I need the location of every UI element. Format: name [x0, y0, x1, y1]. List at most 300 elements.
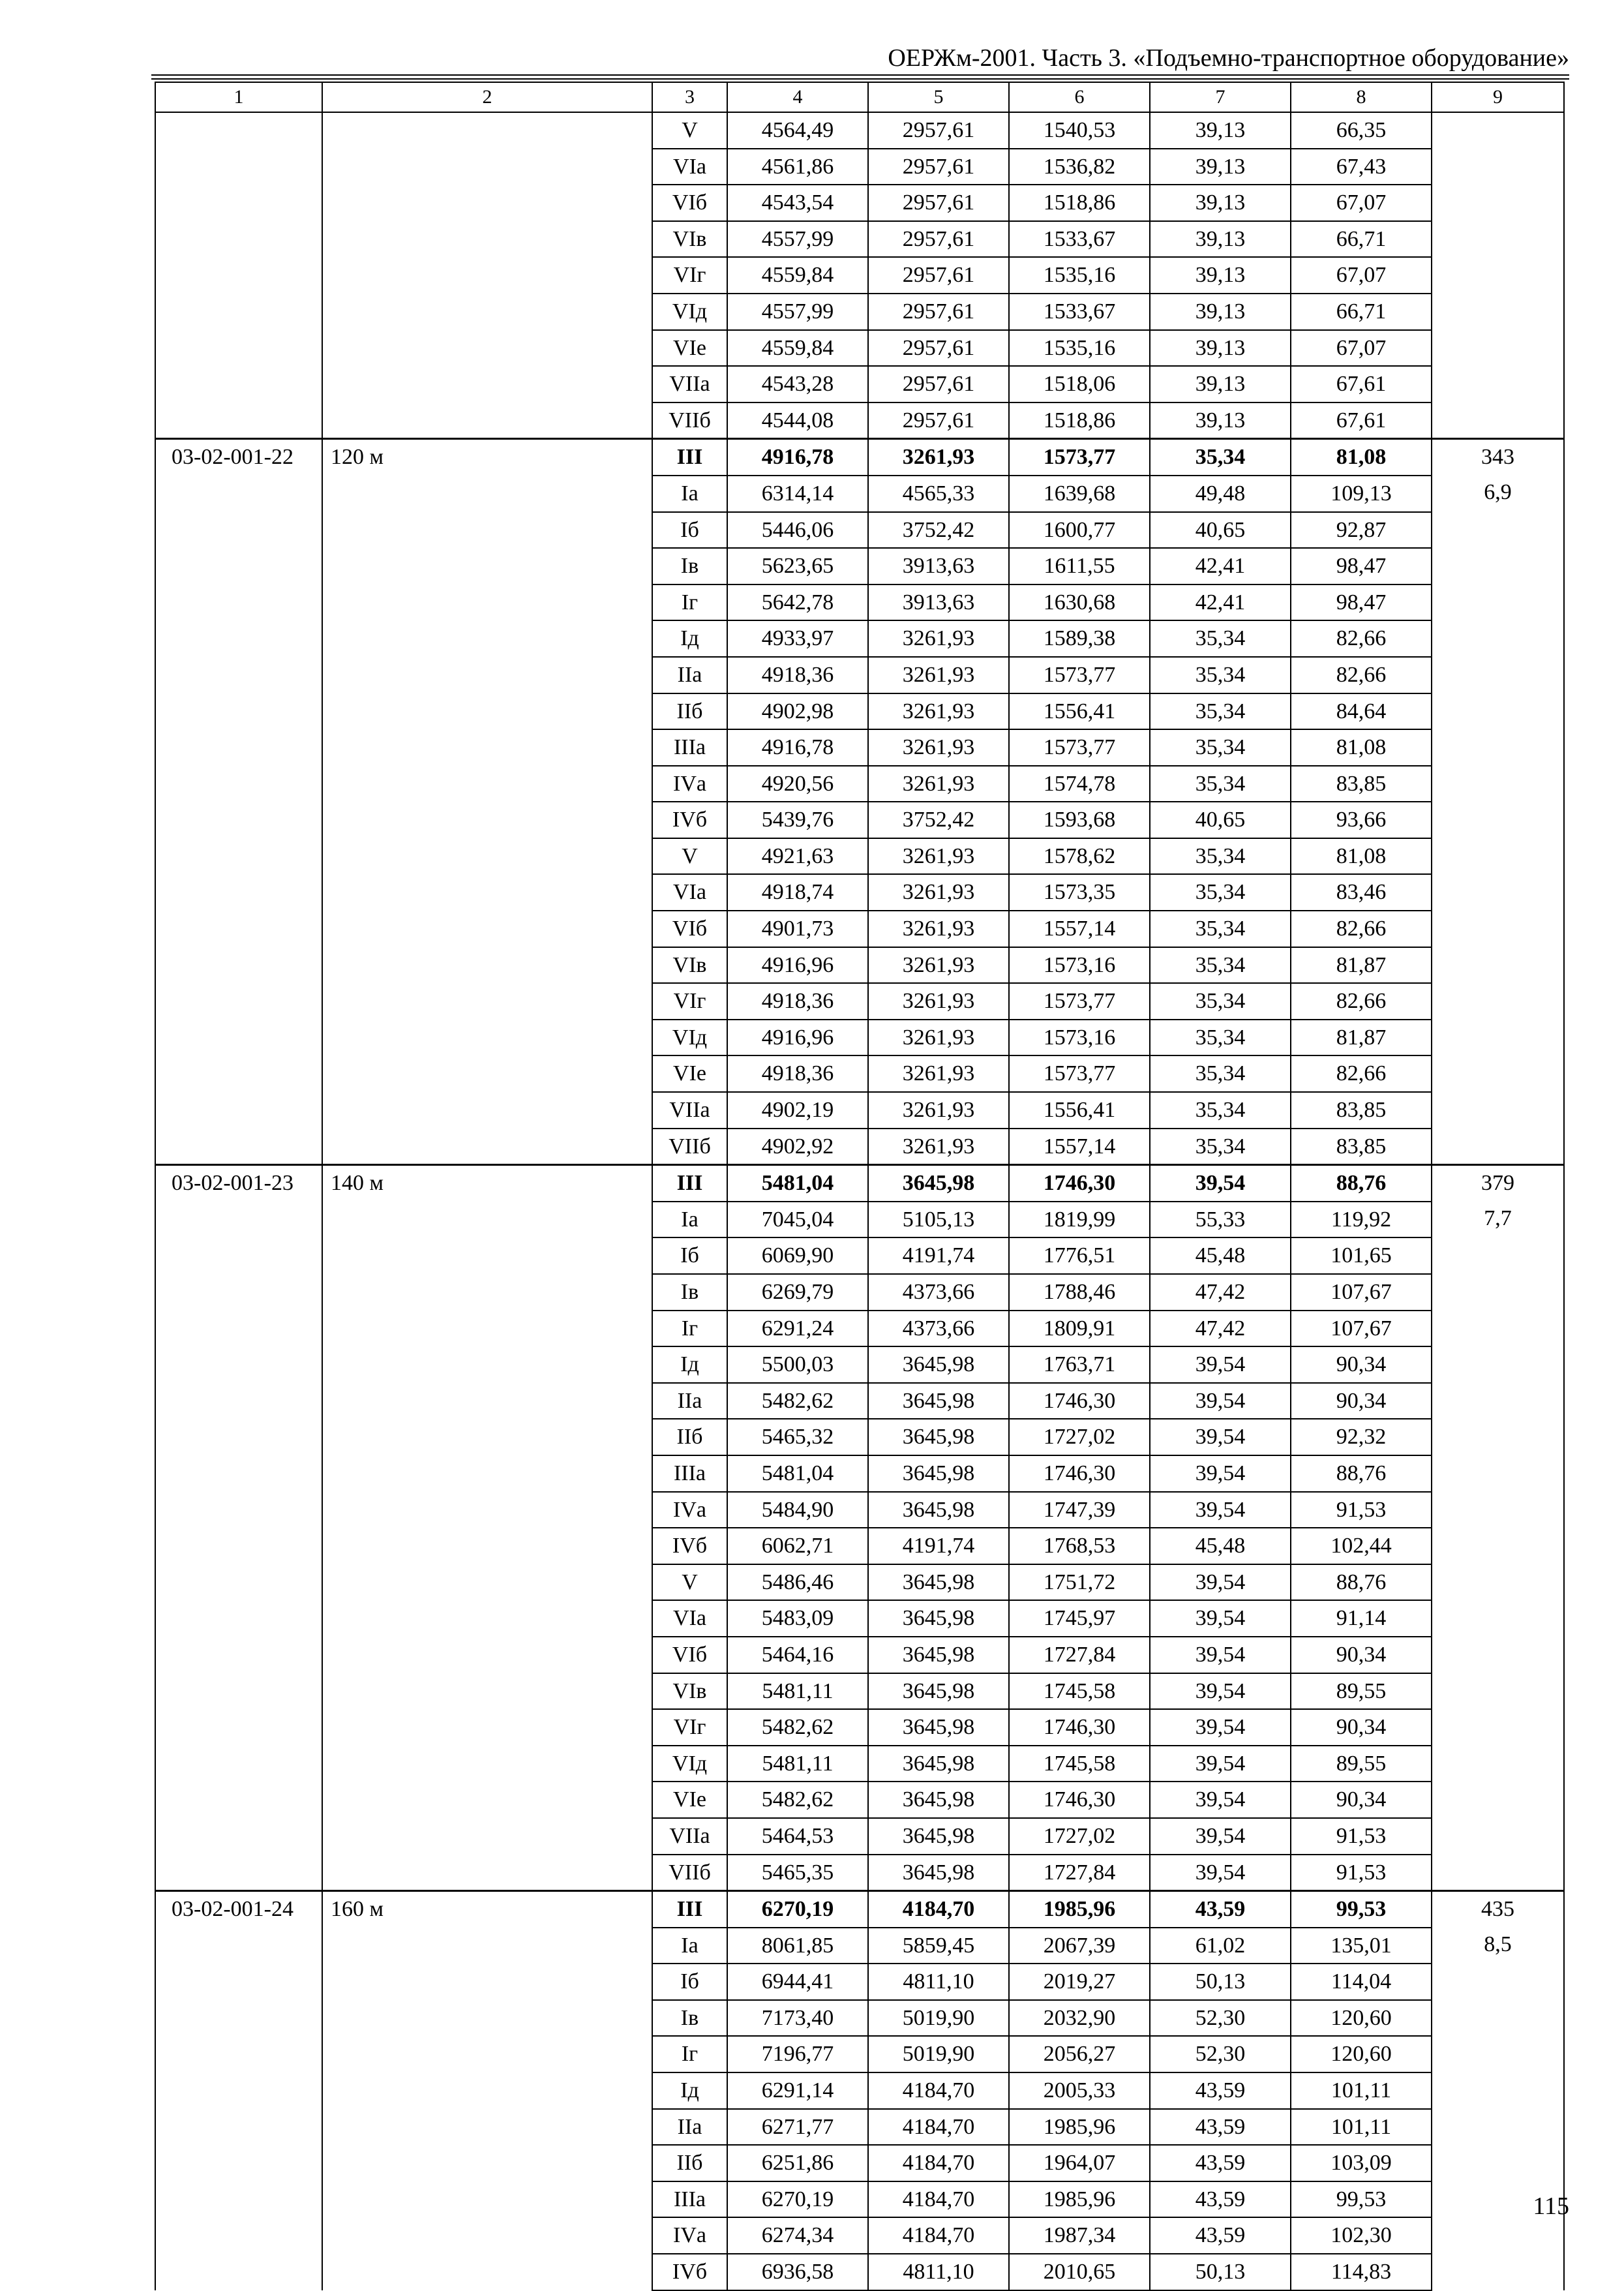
cell-c3: Iд — [652, 2072, 727, 2109]
cell-c4: 6291,24 — [727, 1311, 868, 1347]
cell-c7: 35,34 — [1150, 1020, 1291, 1056]
cell-c4: 4920,56 — [727, 766, 868, 802]
cell-c5: 4191,74 — [868, 1237, 1009, 1274]
cell-c6: 1518,06 — [1009, 366, 1150, 402]
cell-c5: 3261,93 — [868, 620, 1009, 657]
cost-column-9 — [1432, 1891, 1564, 2290]
cell-c4: 4543,28 — [727, 366, 868, 402]
cell-c4: 4916,78 — [727, 729, 868, 766]
cost-column-9 — [1432, 1165, 1564, 1891]
cell-c6: 1533,67 — [1009, 294, 1150, 330]
cell-c6: 1533,67 — [1009, 221, 1150, 258]
cell-c6: 1745,58 — [1009, 1673, 1150, 1710]
cell-c6: 1746,30 — [1009, 1455, 1150, 1492]
cell-c7: 39,54 — [1150, 1673, 1291, 1710]
cell-c6: 1611,55 — [1009, 548, 1150, 584]
cell-c3: IIб — [652, 693, 727, 730]
cell-c5: 3645,98 — [868, 1673, 1009, 1710]
cell-c4: 4564,49 — [727, 112, 868, 149]
cell-c3: VIд — [652, 294, 727, 330]
resource-code: 03-02-001-24 — [155, 1891, 322, 2290]
cell-c6: 1573,77 — [1009, 439, 1150, 476]
cell-c3: VIв — [652, 947, 727, 984]
cell-c3: Iа — [652, 1202, 727, 1238]
cell-c6: 1557,14 — [1009, 1129, 1150, 1165]
cell-c7: 39,54 — [1150, 1419, 1291, 1455]
cell-c7: 43,59 — [1150, 2145, 1291, 2181]
cell-c6: 1727,84 — [1009, 1855, 1150, 1891]
cell-c4: 7173,40 — [727, 2000, 868, 2037]
cell-c4: 6936,58 — [727, 2254, 868, 2290]
cell-c7: 39,13 — [1150, 366, 1291, 402]
cell-c5: 3261,93 — [868, 766, 1009, 802]
cell-c6: 1630,68 — [1009, 584, 1150, 621]
cell-c6: 2056,27 — [1009, 2036, 1150, 2072]
cell-c5: 5105,13 — [868, 1202, 1009, 1238]
cell-c8: 66,71 — [1291, 221, 1432, 258]
resource-name: 160 м — [322, 1891, 652, 2290]
cell-c8: 91,14 — [1291, 1600, 1432, 1637]
cell-c6: 1985,96 — [1009, 2109, 1150, 2146]
cell-c4: 7196,77 — [727, 2036, 868, 2072]
cell-c5: 3752,42 — [868, 802, 1009, 838]
cell-c8: 120,60 — [1291, 2000, 1432, 2037]
cell-c4: 6251,86 — [727, 2145, 868, 2181]
cell-c4: 6269,79 — [727, 1274, 868, 1311]
cell-c6: 1557,14 — [1009, 911, 1150, 947]
column-number: 9 — [1432, 82, 1564, 112]
cell-c6: 1573,16 — [1009, 1020, 1150, 1056]
cost-value: 8,5 — [1484, 1932, 1512, 1956]
cell-c5: 3261,93 — [868, 983, 1009, 1020]
cell-c8: 114,83 — [1291, 2254, 1432, 2290]
cell-c8: 102,30 — [1291, 2217, 1432, 2254]
cell-c5: 3261,93 — [868, 911, 1009, 947]
cell-c7: 39,13 — [1150, 221, 1291, 258]
cell-c7: 39,13 — [1150, 330, 1291, 367]
cell-c8: 120,60 — [1291, 2036, 1432, 2072]
column-number: 7 — [1150, 82, 1291, 112]
cell-c5: 3261,93 — [868, 1129, 1009, 1165]
cell-c7: 39,13 — [1150, 257, 1291, 294]
cell-c6: 1573,16 — [1009, 947, 1150, 984]
cell-c8: 66,35 — [1291, 112, 1432, 149]
cell-c3: IVа — [652, 1492, 727, 1528]
cell-c5: 3645,98 — [868, 1855, 1009, 1891]
cell-c5: 4184,70 — [868, 2217, 1009, 2254]
cell-c7: 35,34 — [1150, 693, 1291, 730]
cell-c5: 4184,70 — [868, 2181, 1009, 2218]
cell-c7: 35,34 — [1150, 947, 1291, 984]
cell-c3: VIв — [652, 221, 727, 258]
cell-c4: 5481,11 — [727, 1673, 868, 1710]
cell-c8: 91,53 — [1291, 1818, 1432, 1855]
cell-c7: 47,42 — [1150, 1274, 1291, 1311]
cell-c7: 49,48 — [1150, 476, 1291, 512]
cell-c7: 50,13 — [1150, 2254, 1291, 2290]
cell-c4: 5464,53 — [727, 1818, 868, 1855]
header-rule — [151, 78, 1569, 80]
cell-c8: 67,61 — [1291, 366, 1432, 402]
column-number: 1 — [155, 82, 322, 112]
cell-c4: 4557,99 — [727, 221, 868, 258]
column-number-row — [155, 82, 1564, 112]
cell-c4: 5446,06 — [727, 512, 868, 549]
cell-c6: 1746,30 — [1009, 1165, 1150, 1202]
cell-c7: 50,13 — [1150, 1964, 1291, 2000]
cell-c7: 61,02 — [1150, 1928, 1291, 1964]
cell-c5: 4184,70 — [868, 2109, 1009, 2146]
cell-c8: 90,34 — [1291, 1346, 1432, 1383]
cell-c3: V — [652, 838, 727, 875]
cell-c7: 43,59 — [1150, 2072, 1291, 2109]
cell-c5: 4811,10 — [868, 2254, 1009, 2290]
cell-c6: 1987,34 — [1009, 2217, 1150, 2254]
cell-c5: 3645,98 — [868, 1383, 1009, 1419]
cell-c8: 67,07 — [1291, 185, 1432, 221]
cell-c3: VIд — [652, 1746, 727, 1782]
cell-c3: IIIа — [652, 2181, 727, 2218]
cell-c3: VIIа — [652, 1818, 727, 1855]
cell-c7: 43,59 — [1150, 2217, 1291, 2254]
cell-c4: 4916,96 — [727, 1020, 868, 1056]
cell-c6: 1751,72 — [1009, 1564, 1150, 1601]
cell-c5: 2957,61 — [868, 257, 1009, 294]
cell-c3: VIг — [652, 257, 727, 294]
cell-c4: 4559,84 — [727, 330, 868, 367]
cell-c8: 101,65 — [1291, 1237, 1432, 1274]
cell-c5: 3645,98 — [868, 1782, 1009, 1818]
cell-c8: 103,09 — [1291, 2145, 1432, 2181]
column-number: 3 — [652, 82, 727, 112]
cell-c3: VIIб — [652, 1129, 727, 1165]
cell-c6: 1985,96 — [1009, 2181, 1150, 2218]
cell-c3: IIIа — [652, 729, 727, 766]
cell-c8: 83,85 — [1291, 1129, 1432, 1165]
cell-c6: 1573,77 — [1009, 1055, 1150, 1092]
resource-code: 03-02-001-22 — [155, 439, 322, 1165]
cell-c7: 35,34 — [1150, 1129, 1291, 1165]
cell-c7: 39,54 — [1150, 1455, 1291, 1492]
cell-c4: 5623,65 — [727, 548, 868, 584]
cost-value: 435 — [1481, 1897, 1514, 1922]
cell-c7: 39,54 — [1150, 1782, 1291, 1818]
cell-c3: VIе — [652, 1782, 727, 1818]
cell-c4: 4918,36 — [727, 1055, 868, 1092]
cell-c4: 5481,11 — [727, 1746, 868, 1782]
cell-c6: 1809,91 — [1009, 1311, 1150, 1347]
cell-c7: 39,54 — [1150, 1492, 1291, 1528]
cost-column-9 — [1432, 112, 1564, 439]
cell-c3: V — [652, 1564, 727, 1601]
cell-c5: 3752,42 — [868, 512, 1009, 549]
cell-c6: 1776,51 — [1009, 1237, 1150, 1274]
cell-c7: 35,34 — [1150, 1092, 1291, 1129]
cell-c8: 89,55 — [1291, 1746, 1432, 1782]
cell-c5: 3261,93 — [868, 439, 1009, 476]
cell-c8: 90,34 — [1291, 1782, 1432, 1818]
cell-c8: 67,61 — [1291, 402, 1432, 439]
cell-c3: IIа — [652, 2109, 727, 2146]
cell-c4: 6062,71 — [727, 1528, 868, 1564]
cell-c6: 1639,68 — [1009, 476, 1150, 512]
cell-c7: 35,34 — [1150, 657, 1291, 693]
column-number: 2 — [322, 82, 652, 112]
cell-c7: 39,13 — [1150, 402, 1291, 439]
cell-c4: 4916,78 — [727, 439, 868, 476]
cell-c6: 1593,68 — [1009, 802, 1150, 838]
cell-c3: Iд — [652, 620, 727, 657]
cell-c3: Iг — [652, 1311, 727, 1347]
cell-c3: Iг — [652, 584, 727, 621]
cell-c3: VIг — [652, 1709, 727, 1746]
cell-c6: 1578,62 — [1009, 838, 1150, 875]
cell-c4: 5642,78 — [727, 584, 868, 621]
cell-c8: 90,34 — [1291, 1709, 1432, 1746]
table-row — [155, 1165, 1564, 1202]
cell-c8: 93,66 — [1291, 802, 1432, 838]
cell-c6: 1819,99 — [1009, 1202, 1150, 1238]
cell-c3: VIе — [652, 1055, 727, 1092]
cell-c8: 88,76 — [1291, 1455, 1432, 1492]
cell-c3: IVб — [652, 1528, 727, 1564]
cell-c4: 5486,46 — [727, 1564, 868, 1601]
cell-c8: 88,76 — [1291, 1165, 1432, 1202]
cell-c4: 6069,90 — [727, 1237, 868, 1274]
cell-c5: 5019,90 — [868, 2000, 1009, 2037]
cell-c8: 99,53 — [1291, 1891, 1432, 1928]
cell-c8: 109,13 — [1291, 476, 1432, 512]
cell-c8: 101,11 — [1291, 2072, 1432, 2109]
cell-c8: 81,08 — [1291, 838, 1432, 875]
resource-name: 140 м — [322, 1165, 652, 1891]
cell-c5: 2957,61 — [868, 112, 1009, 149]
cell-c8: 83,85 — [1291, 766, 1432, 802]
cell-c3: IVб — [652, 2254, 727, 2290]
cell-c7: 39,13 — [1150, 294, 1291, 330]
cell-c5: 3645,98 — [868, 1637, 1009, 1673]
cell-c5: 2957,61 — [868, 330, 1009, 367]
cell-c8: 67,43 — [1291, 149, 1432, 185]
cell-c5: 4184,70 — [868, 2072, 1009, 2109]
cell-c5: 2957,61 — [868, 149, 1009, 185]
cell-c8: 82,66 — [1291, 620, 1432, 657]
cell-c8: 81,87 — [1291, 947, 1432, 984]
cell-c3: Iб — [652, 1237, 727, 1274]
cell-c7: 39,54 — [1150, 1564, 1291, 1601]
cell-c7: 55,33 — [1150, 1202, 1291, 1238]
cell-c3: Iг — [652, 2036, 727, 2072]
cell-c3: IVб — [652, 802, 727, 838]
cell-c5: 3261,93 — [868, 838, 1009, 875]
cell-c3: VIIб — [652, 1855, 727, 1891]
cell-c3: IIа — [652, 1383, 727, 1419]
cell-c6: 1518,86 — [1009, 185, 1150, 221]
cell-c4: 4902,92 — [727, 1129, 868, 1165]
cell-c4: 5482,62 — [727, 1383, 868, 1419]
cell-c8: 67,07 — [1291, 257, 1432, 294]
page-number: 115 — [1533, 2192, 1569, 2220]
cell-c6: 1788,46 — [1009, 1274, 1150, 1311]
cell-c4: 4902,19 — [727, 1092, 868, 1129]
cell-c6: 1574,78 — [1009, 766, 1150, 802]
cell-c5: 3645,98 — [868, 1709, 1009, 1746]
cell-c3: Iв — [652, 548, 727, 584]
cell-c5: 3645,98 — [868, 1818, 1009, 1855]
cell-c3: III — [652, 1891, 727, 1928]
cell-c3: Iа — [652, 476, 727, 512]
cell-c8: 83,46 — [1291, 874, 1432, 911]
cell-c5: 3913,63 — [868, 584, 1009, 621]
cell-c3: Iа — [652, 1928, 727, 1964]
cell-c5: 3645,98 — [868, 1419, 1009, 1455]
table-row — [155, 439, 1564, 476]
cell-c4: 4557,99 — [727, 294, 868, 330]
cell-c8: 119,92 — [1291, 1202, 1432, 1238]
cell-c5: 3261,93 — [868, 1020, 1009, 1056]
cell-c3: VIб — [652, 1637, 727, 1673]
cell-c8: 66,71 — [1291, 294, 1432, 330]
cell-c8: 107,67 — [1291, 1274, 1432, 1311]
cost-value: 6,9 — [1484, 479, 1512, 504]
cell-c4: 5439,76 — [727, 802, 868, 838]
cell-c8: 82,66 — [1291, 1055, 1432, 1092]
cell-c3: VIIа — [652, 366, 727, 402]
cell-c3: VIIа — [652, 1092, 727, 1129]
resource-code — [155, 112, 322, 439]
cell-c5: 3261,93 — [868, 1092, 1009, 1129]
cell-c7: 52,30 — [1150, 2036, 1291, 2072]
cell-c7: 35,34 — [1150, 983, 1291, 1020]
cell-c5: 4184,70 — [868, 2145, 1009, 2181]
cell-c7: 45,48 — [1150, 1528, 1291, 1564]
cell-c3: Iв — [652, 2000, 727, 2037]
cell-c6: 1745,97 — [1009, 1600, 1150, 1637]
cell-c5: 2957,61 — [868, 402, 1009, 439]
resource-code: 03-02-001-23 — [155, 1165, 322, 1891]
cell-c3: IIа — [652, 657, 727, 693]
cell-c3: VIв — [652, 1673, 727, 1710]
cell-c8: 92,87 — [1291, 512, 1432, 549]
cell-c8: 99,53 — [1291, 2181, 1432, 2218]
cell-c7: 42,41 — [1150, 584, 1291, 621]
cell-c8: 90,34 — [1291, 1383, 1432, 1419]
cell-c4: 4544,08 — [727, 402, 868, 439]
cell-c8: 82,66 — [1291, 983, 1432, 1020]
cell-c7: 35,34 — [1150, 729, 1291, 766]
cell-c3: IVа — [652, 766, 727, 802]
cell-c8: 81,08 — [1291, 729, 1432, 766]
cell-c3: Iд — [652, 1346, 727, 1383]
cell-c7: 39,54 — [1150, 1637, 1291, 1673]
cell-c8: 114,04 — [1291, 1964, 1432, 2000]
cell-c4: 6274,34 — [727, 2217, 868, 2254]
cell-c6: 2032,90 — [1009, 2000, 1150, 2037]
cell-c8: 135,01 — [1291, 1928, 1432, 1964]
cell-c4: 8061,85 — [727, 1928, 868, 1964]
price-table — [155, 82, 1565, 2291]
cell-c5: 4373,66 — [868, 1274, 1009, 1311]
cell-c6: 1727,84 — [1009, 1637, 1150, 1673]
cell-c3: Iв — [652, 1274, 727, 1311]
cell-c4: 5482,62 — [727, 1709, 868, 1746]
cell-c7: 39,54 — [1150, 1165, 1291, 1202]
cell-c7: 39,13 — [1150, 112, 1291, 149]
cell-c8: 90,34 — [1291, 1637, 1432, 1673]
cell-c7: 35,34 — [1150, 874, 1291, 911]
cell-c4: 6271,77 — [727, 2109, 868, 2146]
running-header: ОЕРЖм-2001. Часть 3. «Подъемно-транспортное оборудование» — [888, 44, 1569, 72]
cell-c7: 39,54 — [1150, 1600, 1291, 1637]
cell-c4: 5465,32 — [727, 1419, 868, 1455]
cell-c4: 6291,14 — [727, 2072, 868, 2109]
cell-c4: 4543,54 — [727, 185, 868, 221]
cell-c3: VIа — [652, 149, 727, 185]
cell-c6: 1535,16 — [1009, 330, 1150, 367]
table-row — [155, 1891, 1564, 1928]
cell-c5: 3645,98 — [868, 1455, 1009, 1492]
cell-c8: 91,53 — [1291, 1855, 1432, 1891]
cell-c7: 42,41 — [1150, 548, 1291, 584]
cell-c5: 3261,93 — [868, 657, 1009, 693]
cell-c7: 35,34 — [1150, 1055, 1291, 1092]
column-number: 5 — [868, 82, 1009, 112]
cell-c6: 1985,96 — [1009, 1891, 1150, 1928]
cell-c8: 81,87 — [1291, 1020, 1432, 1056]
cell-c3: VIе — [652, 330, 727, 367]
cell-c4: 4901,73 — [727, 911, 868, 947]
column-number: 8 — [1291, 82, 1432, 112]
cell-c8: 102,44 — [1291, 1528, 1432, 1564]
cell-c3: VIа — [652, 874, 727, 911]
cell-c7: 35,34 — [1150, 620, 1291, 657]
cell-c4: 5481,04 — [727, 1165, 868, 1202]
cell-c6: 1763,71 — [1009, 1346, 1150, 1383]
cell-c7: 39,13 — [1150, 185, 1291, 221]
cell-c7: 35,34 — [1150, 439, 1291, 476]
cell-c4: 6270,19 — [727, 1891, 868, 1928]
cell-c4: 4561,86 — [727, 149, 868, 185]
cell-c7: 47,42 — [1150, 1311, 1291, 1347]
cell-c8: 84,64 — [1291, 693, 1432, 730]
cell-c6: 1964,07 — [1009, 2145, 1150, 2181]
cell-c5: 5859,45 — [868, 1928, 1009, 1964]
cell-c5: 4811,10 — [868, 1964, 1009, 2000]
cell-c6: 1746,30 — [1009, 1383, 1150, 1419]
cell-c6: 1746,30 — [1009, 1782, 1150, 1818]
cell-c7: 40,65 — [1150, 512, 1291, 549]
cell-c7: 39,54 — [1150, 1346, 1291, 1383]
cell-c7: 45,48 — [1150, 1237, 1291, 1274]
cell-c8: 92,32 — [1291, 1419, 1432, 1455]
cell-c8: 82,66 — [1291, 657, 1432, 693]
cell-c6: 1536,82 — [1009, 149, 1150, 185]
cell-c8: 88,76 — [1291, 1564, 1432, 1601]
cell-c7: 39,13 — [1150, 149, 1291, 185]
cell-c7: 43,59 — [1150, 2109, 1291, 2146]
cell-c4: 5481,04 — [727, 1455, 868, 1492]
cell-c4: 6270,19 — [727, 2181, 868, 2218]
cell-c5: 2957,61 — [868, 366, 1009, 402]
cell-c4: 4933,97 — [727, 620, 868, 657]
cell-c5: 3645,98 — [868, 1600, 1009, 1637]
cell-c5: 3261,93 — [868, 1055, 1009, 1092]
cell-c6: 1746,30 — [1009, 1709, 1150, 1746]
cell-c3: VIб — [652, 185, 727, 221]
cell-c7: 39,54 — [1150, 1383, 1291, 1419]
cell-c4: 4918,36 — [727, 657, 868, 693]
cell-c6: 1745,58 — [1009, 1746, 1150, 1782]
